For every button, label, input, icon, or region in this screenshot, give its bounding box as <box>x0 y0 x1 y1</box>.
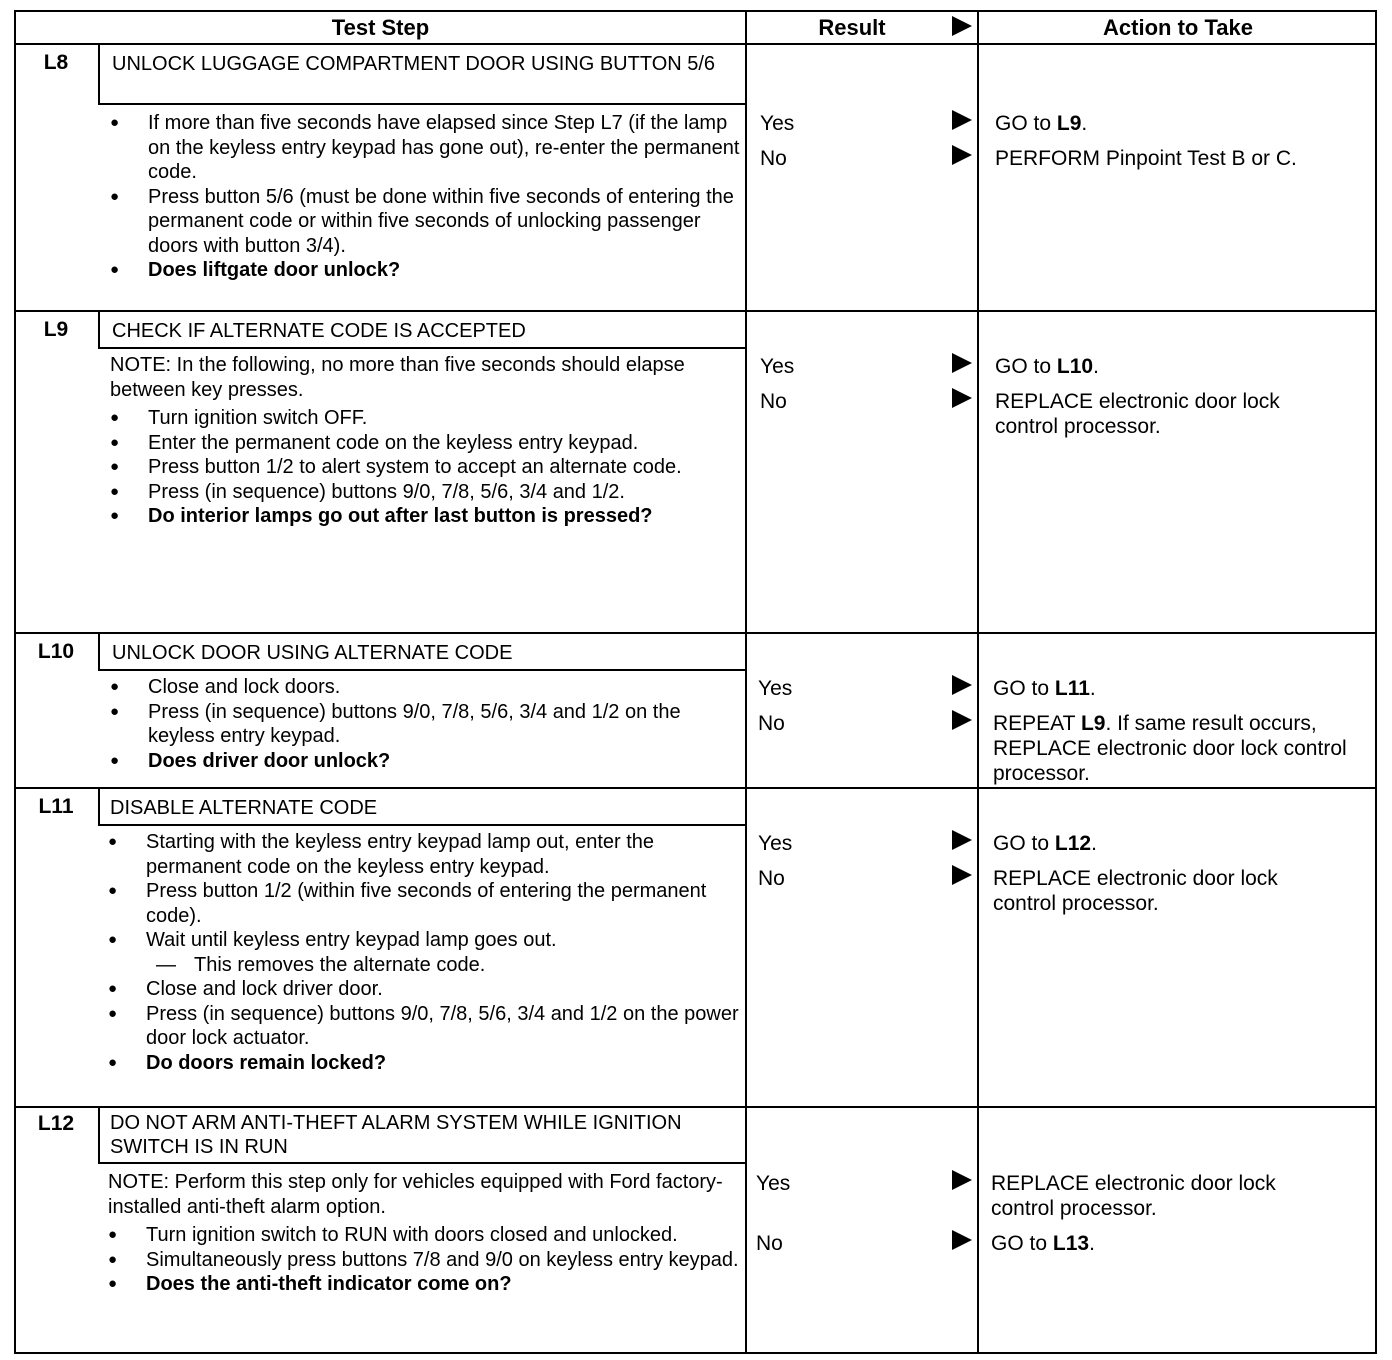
column-divider-action <box>977 12 979 1352</box>
list-item: ● Press (in sequence) buttons 9/0, 7/8, 5/6, 3/4 and 1/2 on the power door lock actuator. <box>108 1002 740 1051</box>
action-yes-l10: GO to L11. <box>993 677 1096 700</box>
step-code-l10: L10 <box>37 640 75 663</box>
row-divider <box>16 1106 1377 1108</box>
result-yes-l12: Yes <box>756 1172 791 1195</box>
list-item: ● Turn ignition switch to RUN with doors closed and unlocked. <box>108 1223 740 1248</box>
header-result: Result <box>818 15 886 40</box>
action-yes-l12: REPLACE electronic door lock control processor. <box>991 1172 1276 1220</box>
step-question-l12: ● Does the anti-theft indicator come on? <box>108 1272 740 1297</box>
result-no-l12: No <box>756 1232 783 1255</box>
list-item: ● Close and lock driver door. <box>108 977 740 1002</box>
arrow-icon <box>952 388 972 408</box>
result-no-l8: No <box>760 147 787 170</box>
result-yes-l9: Yes <box>760 355 795 378</box>
step-title-l9: CHECK IF ALTERNATE CODE IS ACCEPTED <box>112 320 526 342</box>
step-title-l8: UNLOCK LUGGAGE COMPARTMENT DOOR USING BUTTON 5/6 <box>112 53 716 75</box>
arrow-icon <box>952 353 972 373</box>
step-question-l8: ● Does liftgate door unlock? <box>110 258 740 283</box>
step-code-l8: L8 <box>43 51 69 74</box>
action-yes-l9: GO to L10. <box>995 355 1099 378</box>
row-divider <box>16 787 1377 789</box>
list-item: ● Press (in sequence) buttons 9/0, 7/8, 5/6, 3/4 and 1/2. <box>110 480 740 505</box>
arrow-icon <box>952 1170 972 1190</box>
code-divider <box>98 634 100 670</box>
step-body-l8 <box>110 111 740 283</box>
list-item: ● Turn ignition switch OFF. <box>110 406 740 431</box>
step-body-l9 <box>110 353 740 529</box>
list-item: ● Enter the permanent code on the keyless entry keypad. <box>110 431 740 456</box>
arrow-icon <box>952 865 972 885</box>
code-divider <box>98 1108 100 1163</box>
step-title-l11: DISABLE ALTERNATE CODE <box>110 797 378 819</box>
header-divider <box>16 43 1377 45</box>
result-yes-l10: Yes <box>758 677 793 700</box>
header-arrow-icon <box>952 16 972 36</box>
list-item: ● Press (in sequence) buttons 9/0, 7/8, 5/6, 3/4 and 1/2 on the keyless entry keypad. <box>110 700 740 749</box>
step-note-l12: NOTE: Perform this step only for vehicles equipped with Ford factory-installed anti-theft alarm option. <box>108 1171 723 1218</box>
list-item: ● Wait until keyless entry keypad lamp goes out. <box>108 928 740 953</box>
step-body-l10 <box>110 675 740 773</box>
title-divider <box>98 669 745 671</box>
list-item: ● Starting with the keyless entry keypad lamp out, enter the permanent code on the keyless entry keypad. <box>108 830 740 879</box>
row-divider <box>16 632 1377 634</box>
title-divider <box>98 347 745 349</box>
column-divider-result <box>745 12 747 1352</box>
action-no-l9: REPLACE electronic door lock control processor. <box>995 390 1280 438</box>
action-no-l11: REPLACE electronic door lock control processor. <box>993 867 1278 915</box>
step-title-l12: DO NOT ARM ANTI-THEFT ALARM SYSTEM WHILE IGNITION SWITCH IS IN RUN <box>110 1112 682 1158</box>
step-code-l9: L9 <box>43 318 69 341</box>
action-yes-l11: GO to L12. <box>993 832 1097 855</box>
list-item: ● If more than five seconds have elapsed since Step L7 (if the lamp on the keyless entry keypad has gone out), re-enter the permanent code. <box>110 111 740 185</box>
result-yes-l8: Yes <box>760 112 795 135</box>
list-item: ● Press button 1/2 (within five seconds of entering the permanent code). <box>108 879 740 928</box>
title-divider <box>98 1162 745 1164</box>
code-divider <box>98 312 100 348</box>
result-no-l11: No <box>758 867 785 890</box>
test-table <box>14 10 1377 1354</box>
row-divider <box>16 310 1377 312</box>
title-divider <box>98 103 745 105</box>
step-code-l12: L12 <box>37 1112 75 1135</box>
arrow-icon <box>952 1230 972 1250</box>
arrow-icon <box>952 145 972 165</box>
action-yes-l8: GO to L9. <box>995 112 1088 135</box>
action-no-l12: GO to L13. <box>991 1232 1095 1255</box>
action-no-l10: REPEAT L9. If same result occurs, REPLACE electronic door lock control processor. <box>993 712 1347 785</box>
arrow-icon <box>952 710 972 730</box>
list-subitem: — This removes the alternate code. <box>108 953 740 978</box>
list-item: ● Press button 5/6 (must be done within five seconds of entering the permanent code or within five seconds of unlocking passenger doors with button 3/4). <box>110 185 740 259</box>
result-no-l10: No <box>758 712 785 735</box>
step-title-l10: UNLOCK DOOR USING ALTERNATE CODE <box>112 642 513 664</box>
result-yes-l11: Yes <box>758 832 793 855</box>
action-no-l8: PERFORM Pinpoint Test B or C. <box>995 147 1297 170</box>
header-action: Action to Take <box>1103 15 1253 40</box>
code-divider <box>98 789 100 825</box>
arrow-icon <box>952 830 972 850</box>
arrow-icon <box>952 110 972 130</box>
header-test-step: Test Step <box>331 15 430 40</box>
step-question-l10: ● Does driver door unlock? <box>110 749 740 774</box>
list-item: ● Close and lock doors. <box>110 675 740 700</box>
title-divider <box>98 824 745 826</box>
step-body-l12 <box>108 1170 740 1297</box>
step-code-l11: L11 <box>38 795 74 818</box>
list-item: ● Simultaneously press buttons 7/8 and 9/0 on keyless entry keypad. <box>108 1248 740 1273</box>
list-item: ● Press button 1/2 to alert system to accept an alternate code. <box>110 455 740 480</box>
step-note-l9: NOTE: In the following, no more than five seconds should elapse between key presses. <box>110 354 685 401</box>
arrow-icon <box>952 675 972 695</box>
step-question-l11: ● Do doors remain locked? <box>108 1051 740 1076</box>
code-divider <box>98 45 100 104</box>
step-question-l9: ● Do interior lamps go out after last button is pressed? <box>110 504 740 529</box>
result-no-l9: No <box>760 390 787 413</box>
step-body-l11 <box>108 830 740 1075</box>
